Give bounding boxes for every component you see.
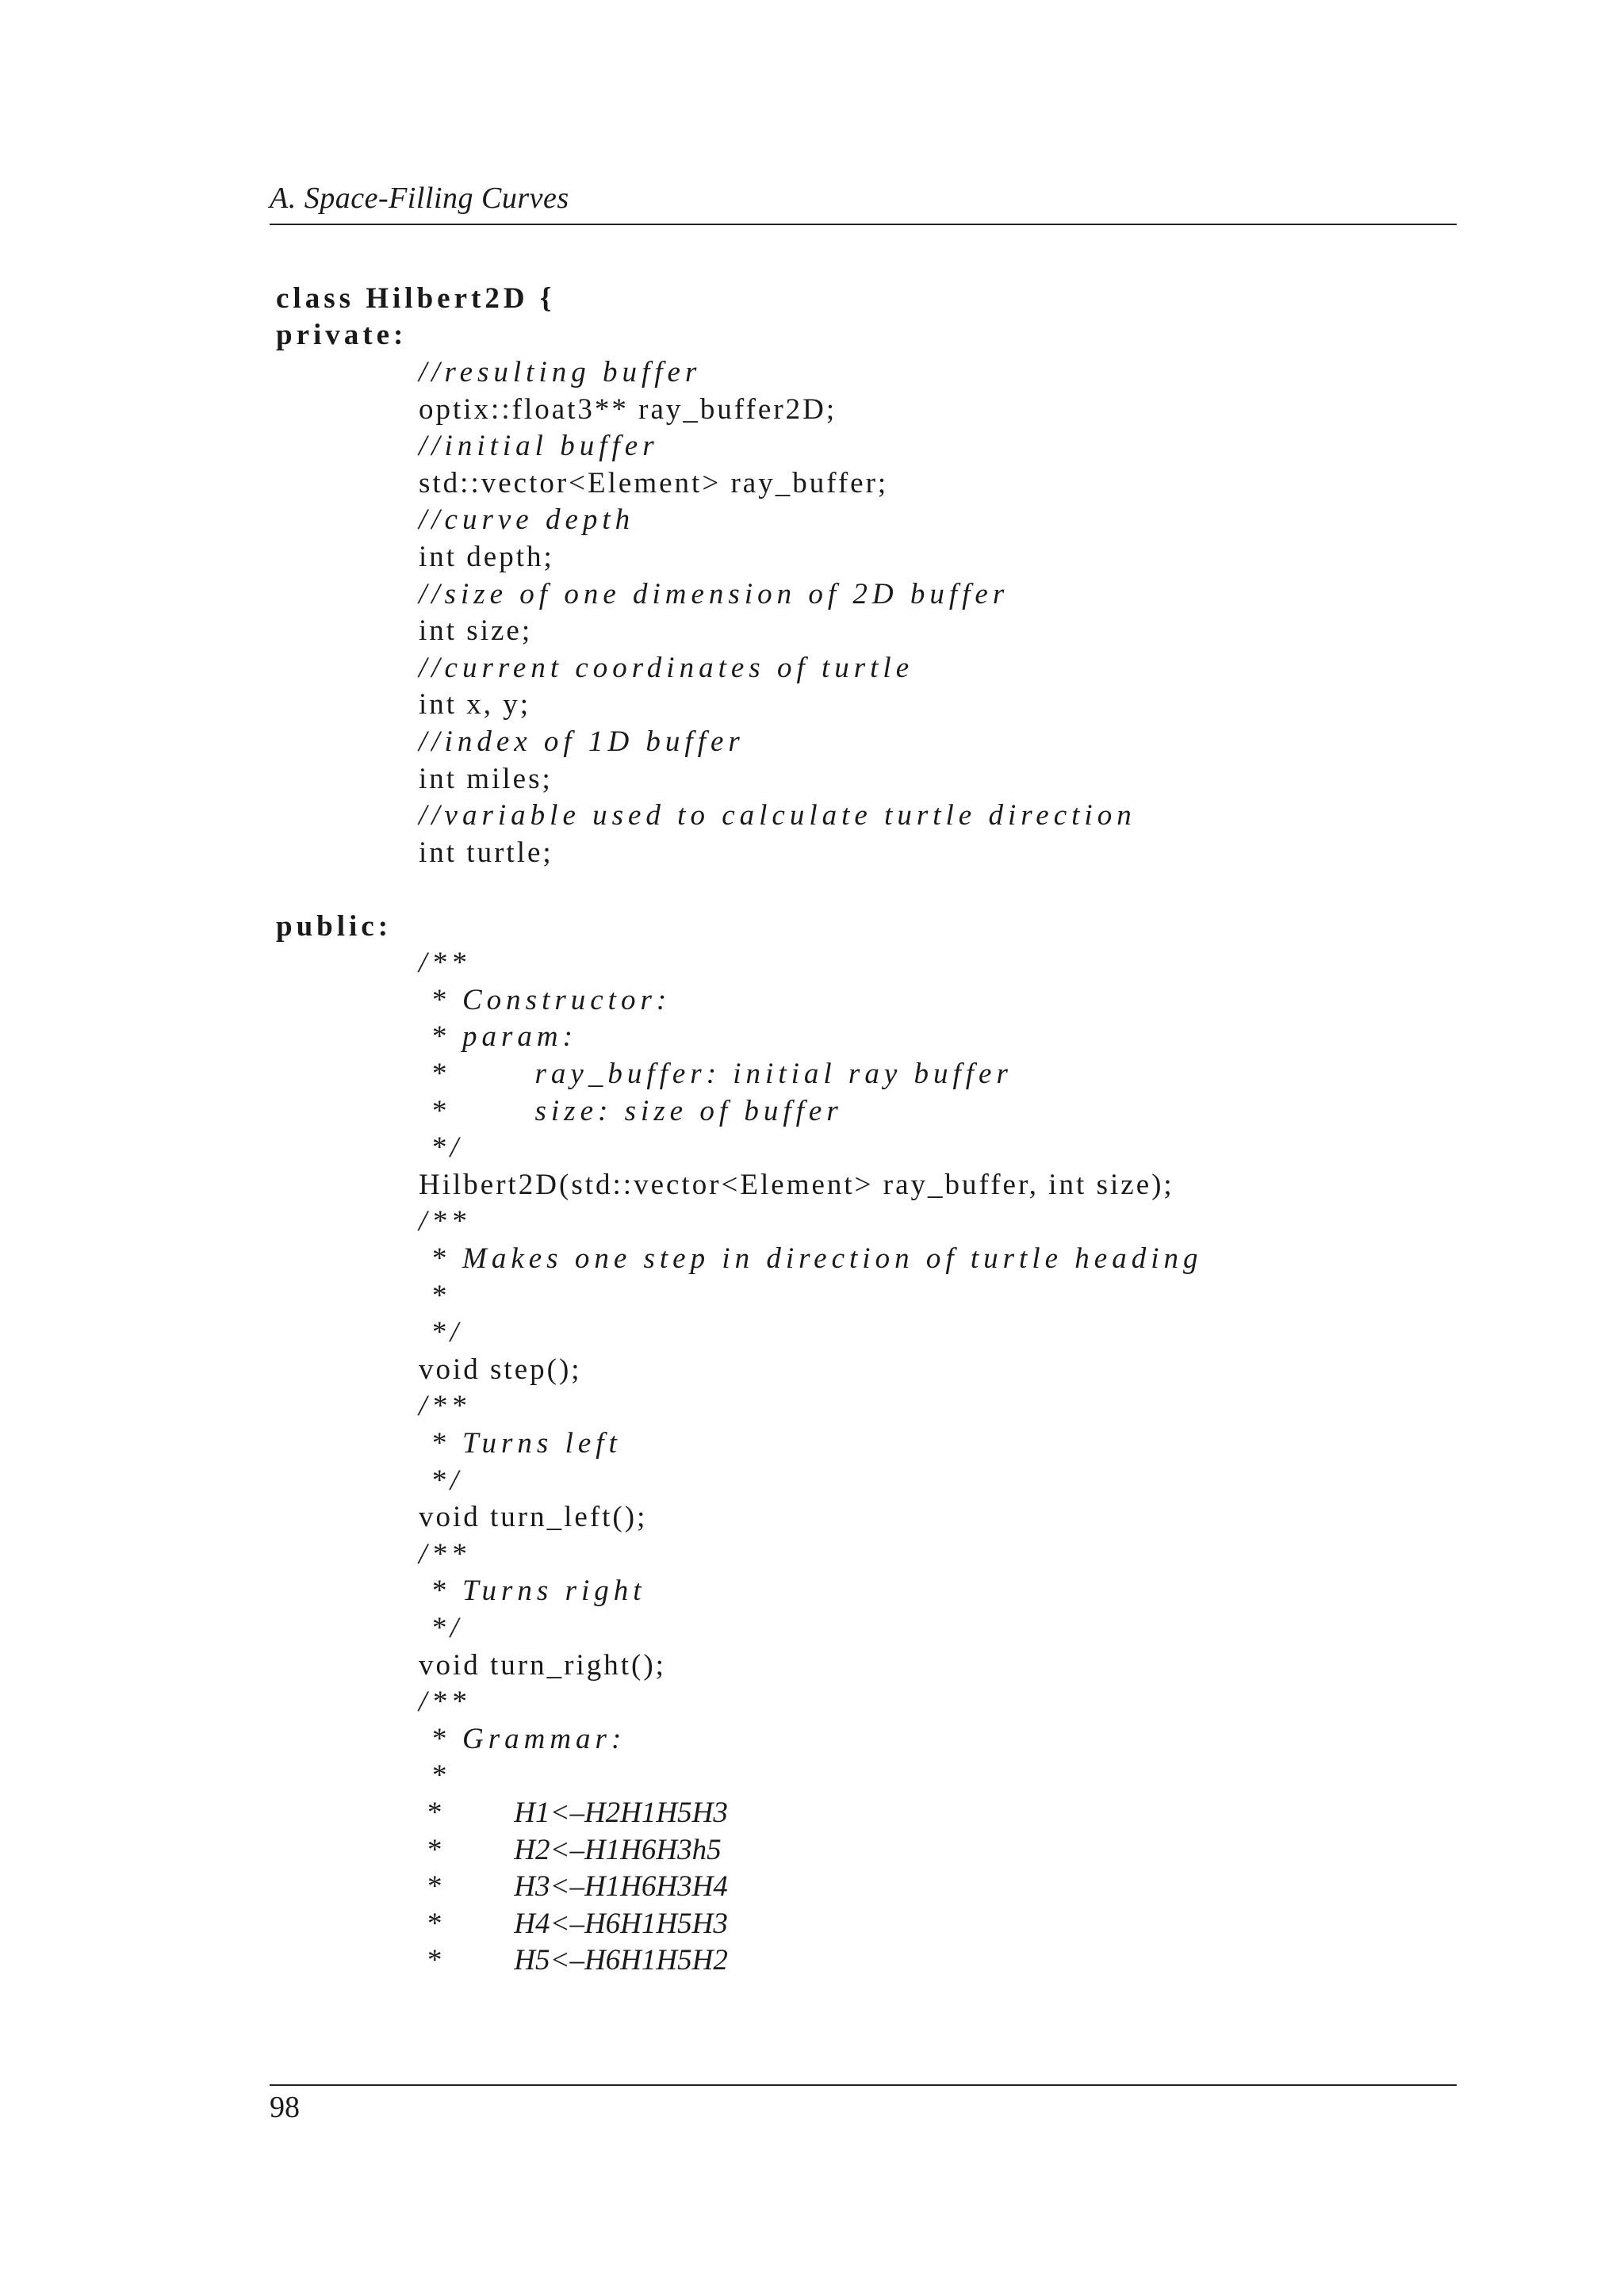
code-line: void turn_left(); bbox=[419, 1501, 648, 1533]
code-comment: /** bbox=[419, 1390, 471, 1422]
code-comment: * H4<–H6H1H5H3 bbox=[419, 1908, 728, 1940]
code-comment: //variable used to calculate turtle direction bbox=[419, 799, 1136, 832]
code-line: int miles; bbox=[419, 763, 553, 795]
code-comment: * param: bbox=[419, 1020, 577, 1053]
code-line: void turn_right(); bbox=[419, 1649, 666, 1682]
code-comment: * ray_buffer: initial ray buffer bbox=[419, 1058, 1013, 1090]
code-comment: * H1<–H2H1H5H3 bbox=[419, 1797, 728, 1829]
code-comment: * Turns right bbox=[419, 1575, 646, 1607]
code-comment: * Turns left bbox=[419, 1427, 622, 1460]
code-comment: * Constructor: bbox=[419, 984, 672, 1016]
code-comment: //size of one dimension of 2D buffer bbox=[419, 578, 1009, 610]
page-number: 98 bbox=[270, 2091, 300, 2124]
code-comment: * Grammar: bbox=[419, 1723, 626, 1755]
code-line: public: bbox=[276, 910, 393, 943]
code-comment: //index of 1D buffer bbox=[419, 725, 745, 758]
code-comment: * bbox=[419, 1759, 450, 1792]
code-comment: * H3<–H1H6H3H4 bbox=[419, 1870, 728, 1903]
code-comment: */ bbox=[419, 1612, 464, 1644]
code-line: int depth; bbox=[419, 541, 554, 573]
code-comment: /** bbox=[419, 1538, 471, 1571]
code-comment: //initial buffer bbox=[419, 430, 659, 462]
code-line: int size; bbox=[419, 614, 533, 647]
code-line: Hilbert2D(std::vector<Element> ray_buffer, int size); bbox=[419, 1169, 1174, 1201]
code-comment: * H5<–H6H1H5H2 bbox=[419, 1944, 728, 1976]
code-comment: */ bbox=[419, 1464, 464, 1497]
code-comment: //curve depth bbox=[419, 503, 635, 536]
code-comment: /** bbox=[419, 1686, 471, 1718]
code-comment: * Makes one step in direction of turtle heading bbox=[419, 1242, 1203, 1275]
code-line: class Hilbert2D { bbox=[276, 282, 556, 315]
code-line: optix::float3** ray_buffer2D; bbox=[419, 393, 837, 426]
code-line: int turtle; bbox=[419, 836, 553, 869]
running-header: A. Space-Filling Curves bbox=[270, 182, 569, 215]
code-line: std::vector<Element> ray_buffer; bbox=[419, 467, 889, 499]
code-line: void step(); bbox=[419, 1353, 582, 1386]
code-comment: * bbox=[419, 1280, 450, 1312]
code-comment: */ bbox=[419, 1131, 464, 1164]
code-comment: * H2<–H1H6H3h5 bbox=[419, 1834, 722, 1866]
footer-rule bbox=[270, 2084, 1457, 2086]
code-line: int x, y; bbox=[419, 688, 531, 721]
code-line: private: bbox=[276, 319, 408, 351]
code-comment: //resulting buffer bbox=[419, 356, 702, 388]
code-comment: /** bbox=[419, 947, 471, 979]
code-comment: * size: size of buffer bbox=[419, 1095, 843, 1127]
code-comment: //current coordinates of turtle bbox=[419, 652, 914, 684]
code-comment: */ bbox=[419, 1316, 464, 1349]
code-comment: /** bbox=[419, 1205, 471, 1238]
